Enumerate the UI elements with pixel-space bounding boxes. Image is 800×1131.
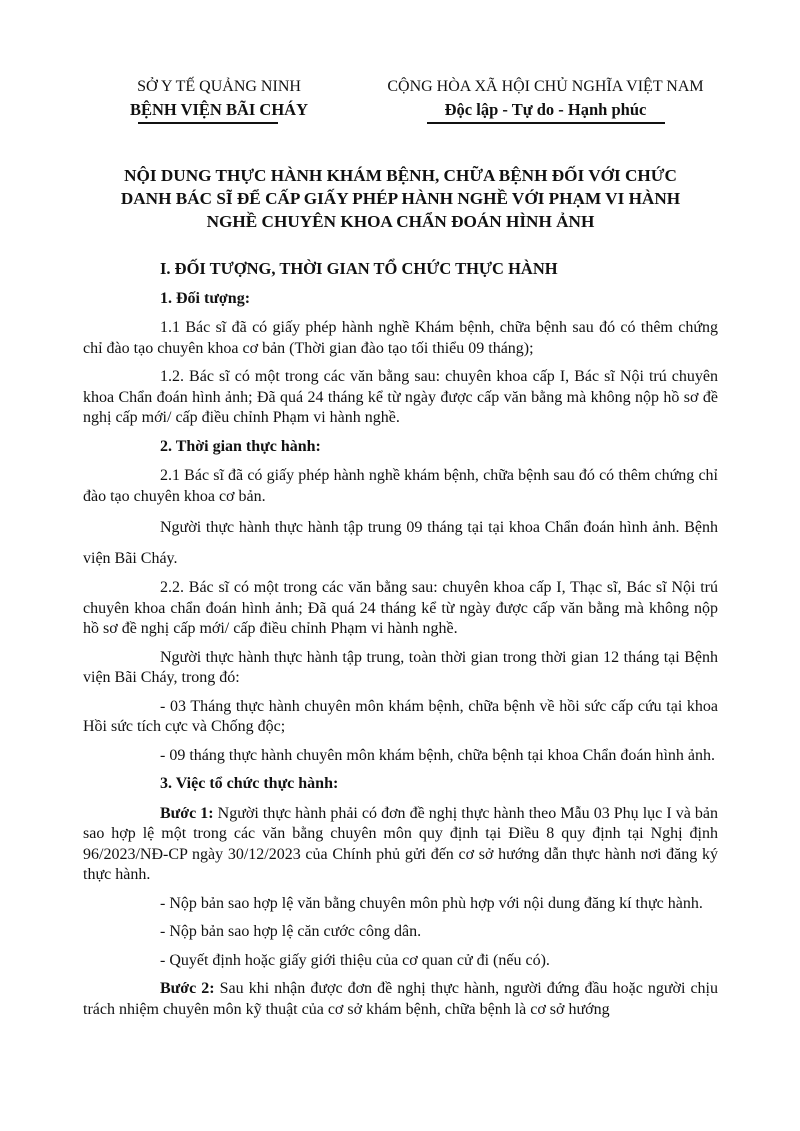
body-paragraph: 1.1 Bác sĩ đã có giấy phép hành nghề Khám bệnh, chữa bệnh sau đó có thêm chứng chỉ đào tạo chuyên khoa cơ bản (Thời gian đào tạo tối thiểu 09 tháng);	[83, 319, 718, 357]
step-paragraph	[83, 979, 718, 1020]
step-paragraph	[83, 804, 718, 886]
body-paragraph: 2.1 Bác sĩ đã có giấy phép hành nghề khám bệnh, chữa bệnh sau đó có thêm chứng chỉ đào tạo chuyên khoa cơ bản.	[83, 467, 718, 505]
body-paragraph: - Nộp bản sao hợp lệ văn bằng chuyên môn phù hợp với nội dung đăng kí thực hành.	[160, 894, 703, 912]
body-paragraph: - 03 Tháng thực hành chuyên môn khám bệnh, chữa bệnh về hồi sức cấp cứu tại khoa Hồi sức tích cực và Chống độc;	[83, 697, 718, 735]
motto-underline	[427, 122, 665, 124]
subsection-heading: 1. Đối tượng:	[160, 289, 251, 307]
issuer-underline	[138, 122, 278, 124]
issuer-parent-name: SỞ Y TẾ QUẢNG NINH	[137, 78, 301, 95]
national-motto: Độc lập - Tự do - Hạnh phúc	[444, 100, 647, 119]
document-title: NỘI DUNG THỰC HÀNH KHÁM BỆNH, CHỮA BỆNH ĐỐI VỚI CHỨC DANH BÁC SĨ ĐỂ CẤP GIẤY PHÉP HÀNH NGHỀ VỚI PHẠM VI HÀNH NGHỀ CHUYÊN KHOA CHẨN ĐOÁN HÌNH ẢNH	[120, 166, 681, 231]
step-label: Bước 2:	[160, 980, 215, 997]
step-text: Sau khi nhận được đơn đề nghị thực hành, người đứng đầu hoặc người chịu trách nhiệm chuyên môn kỹ thuật của cơ sở khám bệnh, chữa bệnh là cơ sở hướng	[83, 980, 718, 1018]
issuer-name: BỆNH VIỆN BÃI CHÁY	[129, 100, 309, 119]
step-text: Người thực hành phải có đơn đề nghị thực hành theo Mẫu 03 Phụ lục I và bản sao hợp lệ một trong các văn bằng chuyên môn quy định tại Điều 8 quy định tại Nghị định 96/2023/NĐ-CP ngày 30/12/2023 của Chính phủ gửi đến cơ sở hướng dẫn thực hành nơi đăng ký thực hành.	[83, 804, 719, 883]
document-body	[83, 259, 718, 1020]
body-paragraph: - Nộp bản sao hợp lệ căn cước công dân.	[160, 923, 422, 940]
body-paragraph: - Quyết định hoặc giấy giới thiệu của cơ quan cử đi (nếu có).	[160, 951, 550, 969]
body-paragraph: 1.2. Bác sĩ có một trong các văn bằng sau: chuyên khoa cấp I, Bác sĩ Nội trú chuyên khoa Chẩn đoán hình ảnh; Đã quá 24 tháng kể từ ngày được cấp văn bằng mà không nộp hồ sơ đề nghị cấp mới/ cấp điều chỉnh Phạm vi hành nghề.	[83, 368, 718, 426]
national-title: CỘNG HÒA XÃ HỘI CHỦ NGHĨA VIỆT NAM	[387, 78, 704, 95]
subsection-heading: 2. Thời gian thực hành:	[160, 437, 321, 455]
step-label: Bước 1:	[160, 804, 214, 822]
subsection-heading: 3. Việc tổ chức thực hành:	[160, 775, 339, 792]
section-heading: I. ĐỐI TƯỢNG, THỜI GIAN TỔ CHỨC THỰC HÀNH	[160, 259, 558, 278]
body-paragraph: Người thực hành thực hành tập trung 09 tháng tại tại khoa Chẩn đoán hình ảnh. Bệnh viện Bãi Cháy.	[83, 519, 718, 567]
document-header	[83, 76, 718, 124]
issuing-authority-block	[83, 76, 355, 124]
body-paragraph: Người thực hành thực hành tập trung, toàn thời gian trong thời gian 12 tháng tại Bệnh viện Bãi Cháy, trong đó:	[83, 648, 718, 686]
body-paragraph: - 09 tháng thực hành chuyên môn khám bệnh, chữa bệnh tại khoa Chẩn đoán hình ảnh.	[160, 746, 715, 764]
national-header-block	[373, 76, 718, 124]
body-paragraph: 2.2. Bác sĩ có một trong các văn bằng sau: chuyên khoa cấp I, Thạc sĩ, Bác sĩ Nội trú chuyên khoa chẩn đoán hình ảnh; Đã quá 24 tháng kể từ ngày được cấp văn bằng mà không nộp hồ sơ đề nghị cấp mới/ cấp điều chỉnh Phạm vi hành nghề.	[83, 579, 718, 637]
